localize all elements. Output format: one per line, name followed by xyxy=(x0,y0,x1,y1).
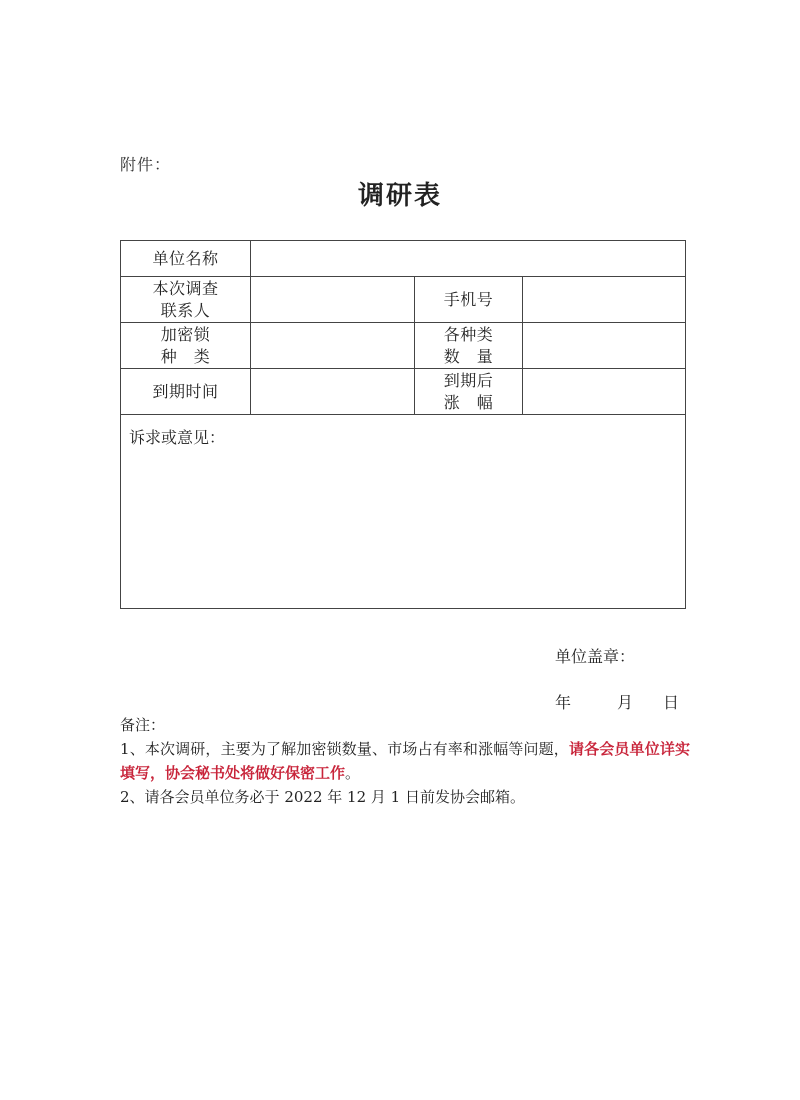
day-label: 日 xyxy=(663,693,680,712)
attachment-label: 附件： xyxy=(120,155,172,174)
unit-name-field[interactable] xyxy=(251,241,686,277)
phone-label: 手机号 xyxy=(415,277,523,323)
notes-section xyxy=(120,713,690,809)
quantity-label: 各种类 数 量 xyxy=(415,323,523,369)
survey-table xyxy=(120,240,686,609)
year-label: 年 xyxy=(555,693,572,712)
contact-field[interactable] xyxy=(251,277,415,323)
table-row-expiry xyxy=(121,369,686,415)
unit-name-label: 单位名称 xyxy=(121,241,251,277)
table-row-lock-type xyxy=(121,323,686,369)
notes-heading: 备注： xyxy=(120,716,166,734)
page-title: 调研表 xyxy=(357,181,442,211)
contact-label: 本次调查 联系人 xyxy=(121,277,251,323)
date-line xyxy=(555,690,679,713)
table-row-opinion xyxy=(121,415,686,609)
expiry-label: 到期时间 xyxy=(121,369,251,415)
lock-type-field[interactable] xyxy=(251,323,415,369)
phone-field[interactable] xyxy=(523,277,686,323)
note-item-1: 1、本次调研，主要为了解加密锁数量、市场占有率和涨幅等问题，请各会员单位详实填写，协会秘书处将做好保密工作。 xyxy=(120,740,690,782)
increase-label: 到期后 涨 幅 xyxy=(415,369,523,415)
increase-field[interactable] xyxy=(523,369,686,415)
expiry-field[interactable] xyxy=(251,369,415,415)
opinion-label: 诉求或意见： xyxy=(129,428,226,447)
table-row-unit-name xyxy=(121,241,686,277)
opinion-field[interactable] xyxy=(121,415,686,609)
stamp-label: 单位盖章： xyxy=(555,647,636,666)
note-item-2: 2、请各会员单位务必于 2022 年 12 月 1 日前发协会邮箱。 xyxy=(120,788,525,806)
table-row-contact xyxy=(121,277,686,323)
month-label: 月 xyxy=(617,693,634,712)
quantity-field[interactable] xyxy=(523,323,686,369)
lock-type-label: 加密锁 种 类 xyxy=(121,323,251,369)
note-emphasis: 请各会员单位详实填写，协会秘书处将做好保密工作 xyxy=(120,740,690,782)
